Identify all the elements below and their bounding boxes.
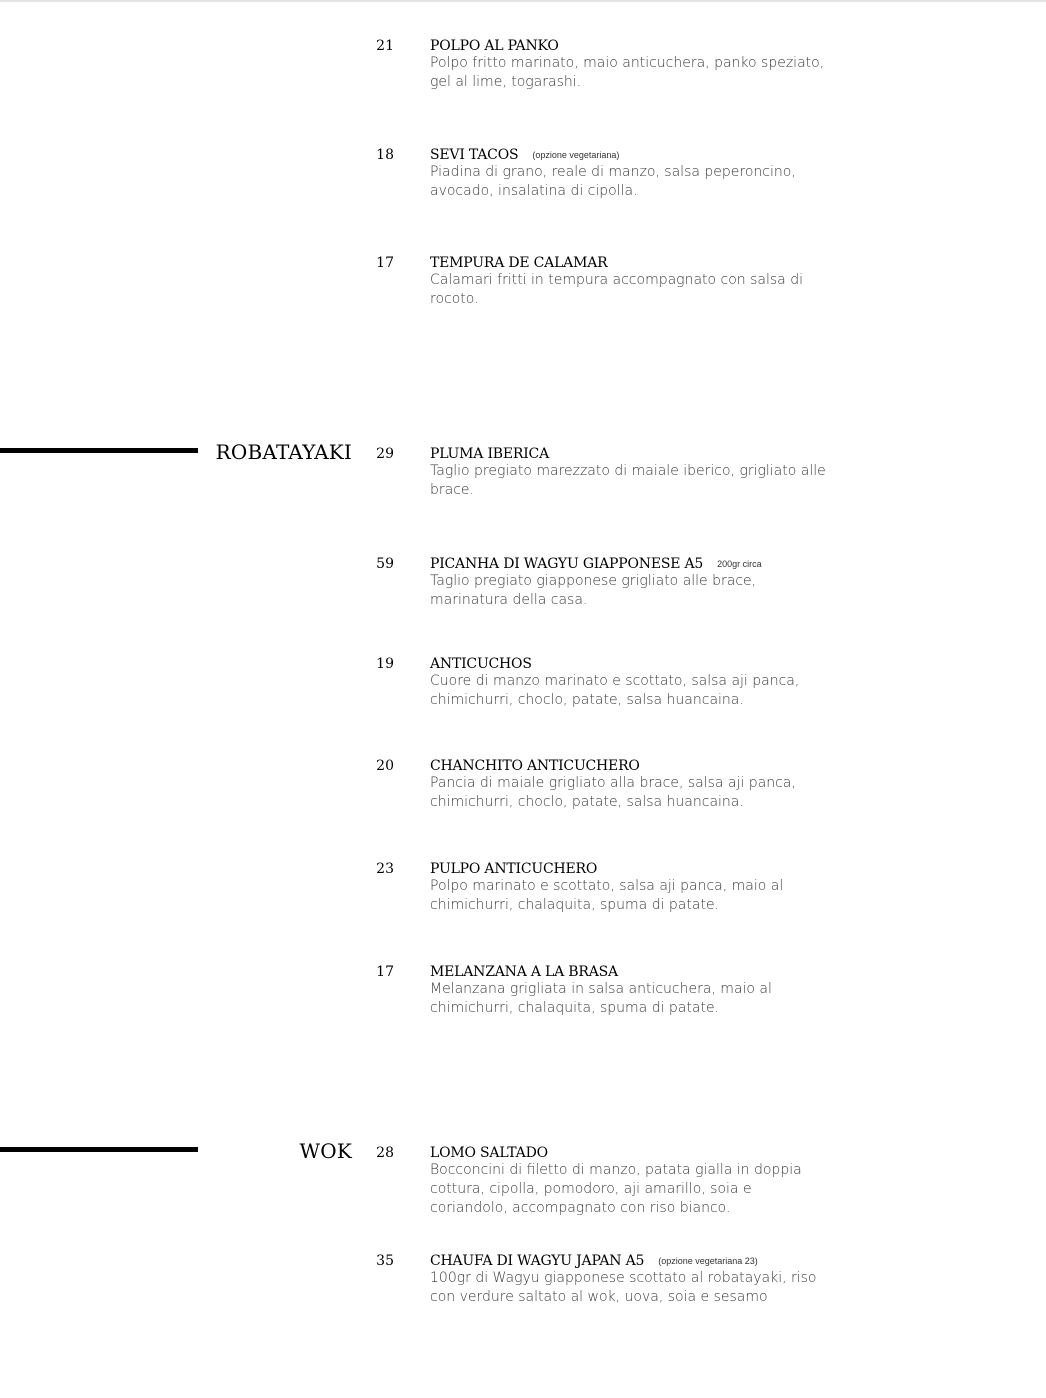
section-title-wok: WOK bbox=[299, 1139, 352, 1163]
item-description: Taglio pregiato giapponese grigliato alle brace, marinatura della casa. bbox=[430, 573, 757, 608]
item-name: CHAUFA DI WAGYU JAPAN A5 bbox=[430, 1253, 645, 1269]
item-price: 19 bbox=[376, 656, 394, 672]
item-header bbox=[430, 37, 559, 55]
item-header bbox=[430, 860, 597, 878]
item-price: 29 bbox=[376, 446, 394, 462]
item-name: PULPO ANTICUCHERO bbox=[430, 861, 598, 877]
item-price: 23 bbox=[376, 861, 394, 877]
item-note: (opzione vegetariana 23) bbox=[658, 1256, 758, 1266]
item-name: ANTICUCHOS bbox=[430, 656, 532, 672]
top-divider bbox=[0, 0, 1046, 2]
item-description: Bocconcini di filetto di manzo, patata gialla in doppia cottura, cipolla, pomodoro, aji amarillo, soia e coriandolo, accompagnato con riso bianco. bbox=[430, 1162, 802, 1216]
item-price: 20 bbox=[376, 758, 394, 774]
item-header bbox=[430, 1144, 548, 1162]
item-header bbox=[430, 254, 607, 272]
item-description: Polpo fritto marinato, maio anticuchera, panko speziato, gel al lime, togarashi. bbox=[430, 55, 825, 90]
item-header bbox=[430, 555, 762, 573]
item-price: 18 bbox=[376, 147, 394, 163]
item-price: 17 bbox=[376, 964, 394, 980]
item-description: Polpo marinato e scottato, salsa aji panca, maio al chimichurri, chalaquita, spuma di patate. bbox=[430, 878, 784, 913]
item-name: LOMO SALTADO bbox=[430, 1145, 548, 1161]
item-name: PLUMA IBERICA bbox=[430, 446, 549, 462]
item-header bbox=[430, 655, 532, 673]
item-name: PICANHA DI WAGYU GIAPPONESE A5 bbox=[430, 556, 704, 572]
item-price: 21 bbox=[376, 38, 394, 54]
item-description: Calamari fritti in tempura accompagnato con salsa di rocoto. bbox=[430, 272, 803, 307]
item-name: TEMPURA DE CALAMAR bbox=[430, 255, 608, 271]
item-header bbox=[430, 1252, 758, 1270]
item-header bbox=[430, 146, 619, 164]
item-name: SEVI TACOS bbox=[430, 147, 519, 163]
item-description: Taglio pregiato marezzato di maiale iberico, grigliato alle brace. bbox=[430, 463, 826, 498]
section-divider-wok bbox=[0, 1147, 198, 1152]
section-divider-robatayaki bbox=[0, 448, 198, 453]
item-note: 200gr circa bbox=[717, 559, 762, 569]
item-price: 28 bbox=[376, 1145, 394, 1161]
item-header bbox=[430, 757, 640, 775]
item-description: Piadina di grano, reale di manzo, salsa peperoncino, avocado, insalatina di cipolla. bbox=[430, 164, 796, 199]
item-price: 35 bbox=[376, 1253, 394, 1269]
item-name: CHANCHITO ANTICUCHERO bbox=[430, 758, 640, 774]
item-note: (opzione vegetariana) bbox=[532, 150, 620, 160]
item-name: POLPO AL PANKO bbox=[430, 38, 559, 54]
item-price: 17 bbox=[376, 255, 394, 271]
item-description: Pancia di maiale grigliato alla brace, salsa aji panca, chimichurri, choclo, patate, salsa huancaina. bbox=[430, 775, 796, 810]
item-header bbox=[430, 963, 618, 981]
item-name: MELANZANA A LA BRASA bbox=[430, 964, 618, 980]
section-title-robatayaki: ROBATAYAKI bbox=[215, 440, 352, 464]
item-description: Melanzana grigliata in salsa anticuchera, maio al chimichurri, chalaquita, spuma di patate. bbox=[430, 981, 772, 1016]
item-header bbox=[430, 445, 549, 463]
item-price: 59 bbox=[376, 556, 394, 572]
item-description: Cuore di manzo marinato e scottato, salsa aji panca, chimichurri, choclo, patate, salsa huancaina. bbox=[430, 673, 800, 708]
item-description: 100gr di Wagyu giapponese scottato al robatayaki, riso con verdure saltato al wok, uova, soia e sesamo bbox=[430, 1270, 817, 1305]
